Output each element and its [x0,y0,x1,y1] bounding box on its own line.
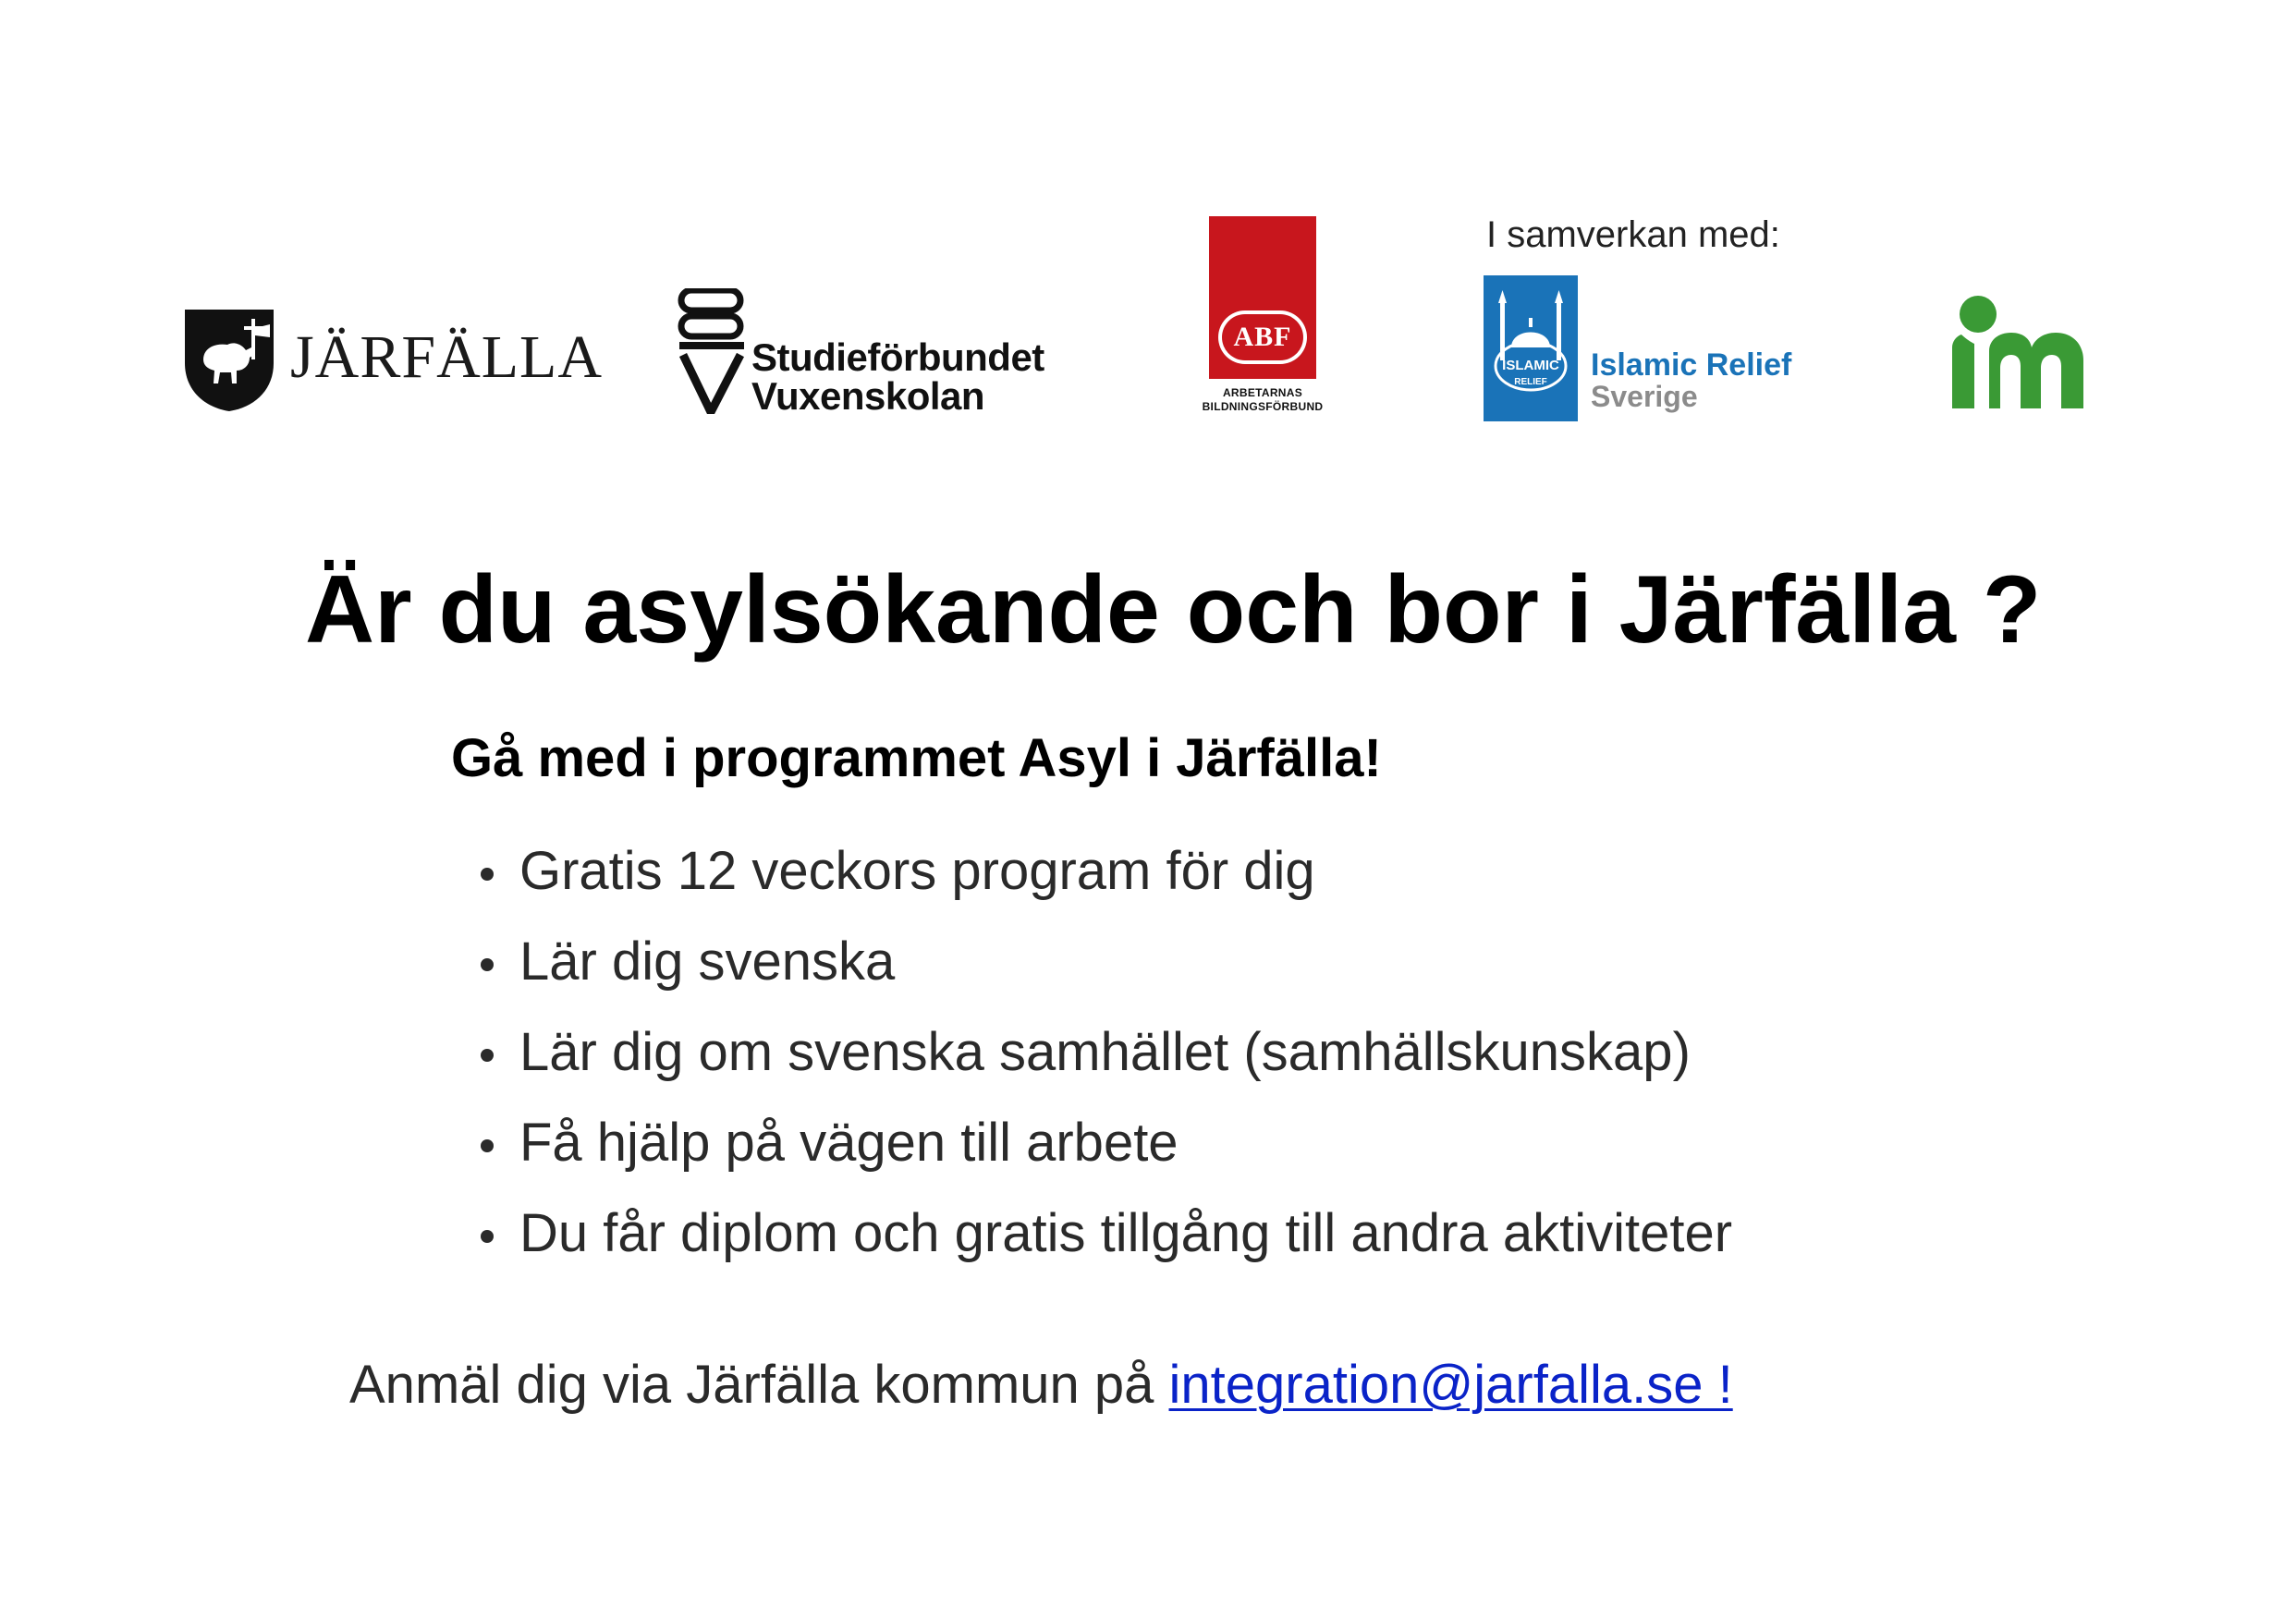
list-item-text: Lär dig svenska [519,931,896,992]
abf-caption [1198,386,1327,414]
signup-text: Anmäl dig via Järfälla kommun på [349,1355,1169,1415]
islamic-relief-country: Sverige [1591,380,1698,413]
list-item-text: Få hjälp på vägen till arbete [519,1113,1179,1173]
sv-wordmark [751,335,1044,418]
sv-line2: Vuxenskolan [751,374,985,418]
abf-red-block [1209,216,1316,379]
list-item [477,930,1732,1020]
abf-caption-line1: ARBETARNAS [1222,386,1303,399]
list-item-text: Gratis 12 veckors program för dig [519,841,1315,901]
bullet-icon [481,1139,494,1152]
studieforbundet-vuxenskolan-logo [678,288,1084,418]
subheading: Gå med i programmet Asyl i Järfälla! [451,728,1382,788]
samverkan-label: I samverkan med: [1486,214,1780,255]
list-item [477,839,1732,930]
ir-badge-line1: ISLAMIC [1502,358,1559,373]
bullet-icon [481,958,494,971]
jarfalla-logo [181,306,604,413]
jarfalla-wordmark: JÄRFÄLLA [290,323,604,391]
im-logo [1930,294,2115,414]
benefits-list [477,839,1732,1292]
islamic-relief-emblem [1484,275,1578,421]
mosque-icon [1484,275,1578,421]
sv-line1: Studieförbundet [751,335,1044,379]
islamic-relief-name: Islamic Relief [1591,347,1792,383]
list-item [477,1111,1732,1201]
ir-badge-line2: RELIEF [1514,377,1547,387]
jarfalla-coat-of-arms-icon [181,306,277,413]
bullet-icon [481,868,494,881]
islamic-relief-logo [1484,275,1826,421]
list-item-text: Du får diplom och gratis tillgång till andra aktiviteter [519,1203,1733,1263]
sv-symbol-icon [678,288,748,414]
page-title: Är du asylsökande och bor i Järfälla ? [305,556,2042,663]
im-wordmark-icon [1930,294,2115,414]
abf-logo [1198,216,1327,416]
bullet-icon [481,1049,494,1062]
list-item-text: Lär dig om svenska samhället (samhällskunskap) [519,1022,1691,1082]
list-item [477,1020,1732,1111]
list-item [477,1201,1732,1292]
abf-badge-text: ABF [1222,314,1303,360]
bullet-icon [481,1230,494,1243]
abf-badge [1218,310,1307,364]
signup-line [349,1353,1733,1418]
email-link[interactable]: integration@jarfalla.se ! [1168,1355,1733,1415]
abf-caption-line2: BILDNINGSFÖRBUND [1202,400,1324,413]
